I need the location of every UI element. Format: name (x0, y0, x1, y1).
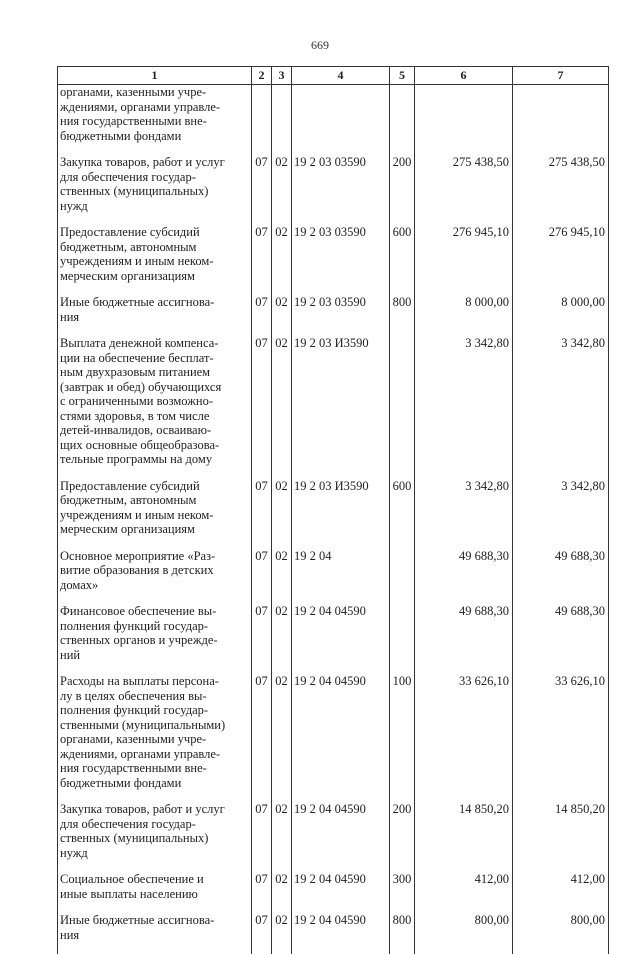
row-name-line: детей-инвалидов, осваиваю- (60, 423, 211, 437)
row-name-line: бюджетным, автономным (60, 240, 196, 254)
table-row (58, 802, 609, 872)
amount-year2-cell: 275 438,50 (513, 155, 609, 225)
subsection-code-cell: 02 (272, 872, 292, 913)
header-col-1: 1 (58, 67, 252, 85)
row-name-line: лу в целях обеспечения вы- (60, 689, 207, 703)
table-row (58, 674, 609, 802)
row-name-line: Предоставление субсидий (60, 479, 200, 493)
table-row (58, 913, 609, 954)
header-col-7: 7 (513, 67, 609, 85)
amount-year1-cell: 33 626,10 (415, 674, 513, 802)
amount-year2-cell: 8 000,00 (513, 295, 609, 336)
section-code-cell: 07 (252, 336, 272, 479)
row-name-line: Финансовое обеспечение вы- (60, 604, 216, 618)
row-name-line: ния (60, 928, 79, 942)
section-code-cell: 07 (252, 674, 272, 802)
expense-type-cell: 800 (390, 913, 415, 954)
amount-year1-cell: 14 850,20 (415, 802, 513, 872)
row-name-line: витие образования в детских (60, 563, 214, 577)
target-article-cell: 19 2 03 03590 (292, 295, 390, 336)
target-article-cell: 19 2 04 04590 (292, 872, 390, 913)
row-name-line: с ограниченными возможно- (60, 394, 213, 408)
target-article-cell: 19 2 04 04590 (292, 674, 390, 802)
section-code-cell: 07 (252, 549, 272, 605)
target-article-cell: 19 2 04 04590 (292, 913, 390, 954)
amount-year1-cell: 275 438,50 (415, 155, 513, 225)
row-name-line: (завтрак и обед) обучающихся (60, 380, 221, 394)
table-body (58, 85, 609, 954)
amount-year2-cell: 412,00 (513, 872, 609, 913)
row-name-line: ния (60, 310, 79, 324)
expense-type-cell: 600 (390, 225, 415, 295)
target-article-cell: 19 2 03 И3590 (292, 479, 390, 549)
row-name-cell (58, 913, 252, 954)
subsection-code-cell: 02 (272, 674, 292, 802)
amount-year2-cell: 800,00 (513, 913, 609, 954)
row-name-line: бюджетным, автономным (60, 493, 196, 507)
section-code-cell: 07 (252, 295, 272, 336)
expense-type-cell: 600 (390, 479, 415, 549)
amount-year1-cell: 800,00 (415, 913, 513, 954)
table-row (58, 85, 609, 156)
row-name-line: Основное мероприятие «Раз- (60, 549, 215, 563)
row-name-line: Предоставление субсидий (60, 225, 200, 239)
row-name-line: нужд (60, 199, 88, 213)
row-name-line: полнения функций государ- (60, 619, 208, 633)
section-code-cell: 07 (252, 479, 272, 549)
row-name-cell (58, 225, 252, 295)
row-name-line: ственных (муниципальных) (60, 184, 208, 198)
subsection-code-cell: 02 (272, 549, 292, 605)
target-article-cell: 19 2 03 03590 (292, 155, 390, 225)
expense-type-cell (390, 85, 415, 156)
header-col-4: 4 (292, 67, 390, 85)
expense-type-cell: 200 (390, 802, 415, 872)
subsection-code-cell: 02 (272, 295, 292, 336)
row-name-line: ния государственными вне- (60, 114, 207, 128)
table-row (58, 549, 609, 605)
amount-year1-cell: 3 342,80 (415, 479, 513, 549)
row-name-line: учреждениям и иным неком- (60, 254, 213, 268)
row-name-line: органами, казенными учре- (60, 85, 206, 99)
amount-year1-cell: 412,00 (415, 872, 513, 913)
row-name-line: Выплата денежной компенса- (60, 336, 218, 350)
row-name-cell (58, 604, 252, 674)
row-name-line: Иные бюджетные ассигнова- (60, 913, 214, 927)
amount-year2-cell (513, 85, 609, 156)
row-name-line: щих основные общеобразова- (60, 438, 219, 452)
row-name-line: мерческим организациям (60, 522, 195, 536)
amount-year2-cell: 49 688,30 (513, 604, 609, 674)
amount-year2-cell: 33 626,10 (513, 674, 609, 802)
row-name-line: ждениями, органами управле- (60, 100, 220, 114)
row-name-cell (58, 674, 252, 802)
amount-year2-cell: 3 342,80 (513, 479, 609, 549)
row-name-line: ждениями, органами управле- (60, 747, 220, 761)
amount-year2-cell: 14 850,20 (513, 802, 609, 872)
expense-type-cell: 800 (390, 295, 415, 336)
row-name-line: мерческим организациям (60, 269, 195, 283)
section-code-cell: 07 (252, 872, 272, 913)
row-name-line: учреждениям и иным неком- (60, 508, 213, 522)
page-number: 669 (0, 38, 640, 53)
row-name-line: ственными (муниципальными) (60, 718, 225, 732)
expense-type-cell (390, 604, 415, 674)
row-name-line: бюджетными фондами (60, 776, 181, 790)
subsection-code-cell: 02 (272, 155, 292, 225)
subsection-code-cell (272, 85, 292, 156)
header-col-5: 5 (390, 67, 415, 85)
section-code-cell: 07 (252, 802, 272, 872)
amount-year2-cell: 276 945,10 (513, 225, 609, 295)
target-article-cell (292, 85, 390, 156)
budget-table-container (57, 66, 608, 954)
row-name-cell (58, 479, 252, 549)
section-code-cell: 07 (252, 913, 272, 954)
row-name-cell (58, 802, 252, 872)
expense-type-cell (390, 549, 415, 605)
subsection-code-cell: 02 (272, 604, 292, 674)
row-name-line: Иные бюджетные ассигнова- (60, 295, 214, 309)
row-name-line: органами, казенными учре- (60, 732, 206, 746)
row-name-cell (58, 155, 252, 225)
section-code-cell: 07 (252, 604, 272, 674)
amount-year1-cell: 276 945,10 (415, 225, 513, 295)
row-name-line: иные выплаты населению (60, 887, 198, 901)
header-col-6: 6 (415, 67, 513, 85)
row-name-line: Закупка товаров, работ и услуг (60, 155, 225, 169)
amount-year1-cell: 49 688,30 (415, 604, 513, 674)
row-name-line: ции на обеспечение бесплат- (60, 351, 214, 365)
subsection-code-cell: 02 (272, 479, 292, 549)
row-name-line: для обеспечения государ- (60, 817, 196, 831)
expense-type-cell: 100 (390, 674, 415, 802)
table-row (58, 295, 609, 336)
header-col-2: 2 (252, 67, 272, 85)
row-name-cell (58, 336, 252, 479)
table-row (58, 155, 609, 225)
table-row (58, 872, 609, 913)
row-name-line: домах» (60, 578, 98, 592)
header-row (58, 67, 609, 85)
section-code-cell: 07 (252, 225, 272, 295)
budget-table (57, 66, 609, 954)
row-name-line: Расходы на выплаты персона- (60, 674, 219, 688)
target-article-cell: 19 2 03 И3590 (292, 336, 390, 479)
row-name-line: тельные программы на дому (60, 452, 212, 466)
row-name-line: стями здоровья, в том числе (60, 409, 209, 423)
row-name-cell (58, 872, 252, 913)
row-name-line: ния государственными вне- (60, 761, 207, 775)
subsection-code-cell: 02 (272, 336, 292, 479)
expense-type-cell (390, 336, 415, 479)
header-col-3: 3 (272, 67, 292, 85)
amount-year2-cell: 49 688,30 (513, 549, 609, 605)
section-code-cell: 07 (252, 155, 272, 225)
amount-year2-cell: 3 342,80 (513, 336, 609, 479)
row-name-line: полнения функций государ- (60, 703, 208, 717)
table-row (58, 604, 609, 674)
expense-type-cell: 200 (390, 155, 415, 225)
row-name-line: ственных (муниципальных) (60, 831, 208, 845)
row-name-line: ний (60, 648, 80, 662)
row-name-line: нужд (60, 846, 88, 860)
row-name-line: ным двухразовым питанием (60, 365, 210, 379)
table-row (58, 336, 609, 479)
subsection-code-cell: 02 (272, 802, 292, 872)
target-article-cell: 19 2 04 04590 (292, 802, 390, 872)
table-row (58, 225, 609, 295)
subsection-code-cell: 02 (272, 913, 292, 954)
section-code-cell (252, 85, 272, 156)
target-article-cell: 19 2 03 03590 (292, 225, 390, 295)
row-name-line: Социальное обеспечение и (60, 872, 204, 886)
amount-year1-cell: 3 342,80 (415, 336, 513, 479)
amount-year1-cell: 49 688,30 (415, 549, 513, 605)
target-article-cell: 19 2 04 (292, 549, 390, 605)
row-name-line: Закупка товаров, работ и услуг (60, 802, 225, 816)
target-article-cell: 19 2 04 04590 (292, 604, 390, 674)
row-name-cell (58, 85, 252, 156)
row-name-line: для обеспечения государ- (60, 170, 196, 184)
table-row (58, 479, 609, 549)
amount-year1-cell: 8 000,00 (415, 295, 513, 336)
amount-year1-cell (415, 85, 513, 156)
row-name-line: бюджетными фондами (60, 129, 181, 143)
table-header (58, 67, 609, 85)
row-name-line: ственных органов и учрежде- (60, 633, 218, 647)
expense-type-cell: 300 (390, 872, 415, 913)
subsection-code-cell: 02 (272, 225, 292, 295)
row-name-cell (58, 549, 252, 605)
row-name-cell (58, 295, 252, 336)
